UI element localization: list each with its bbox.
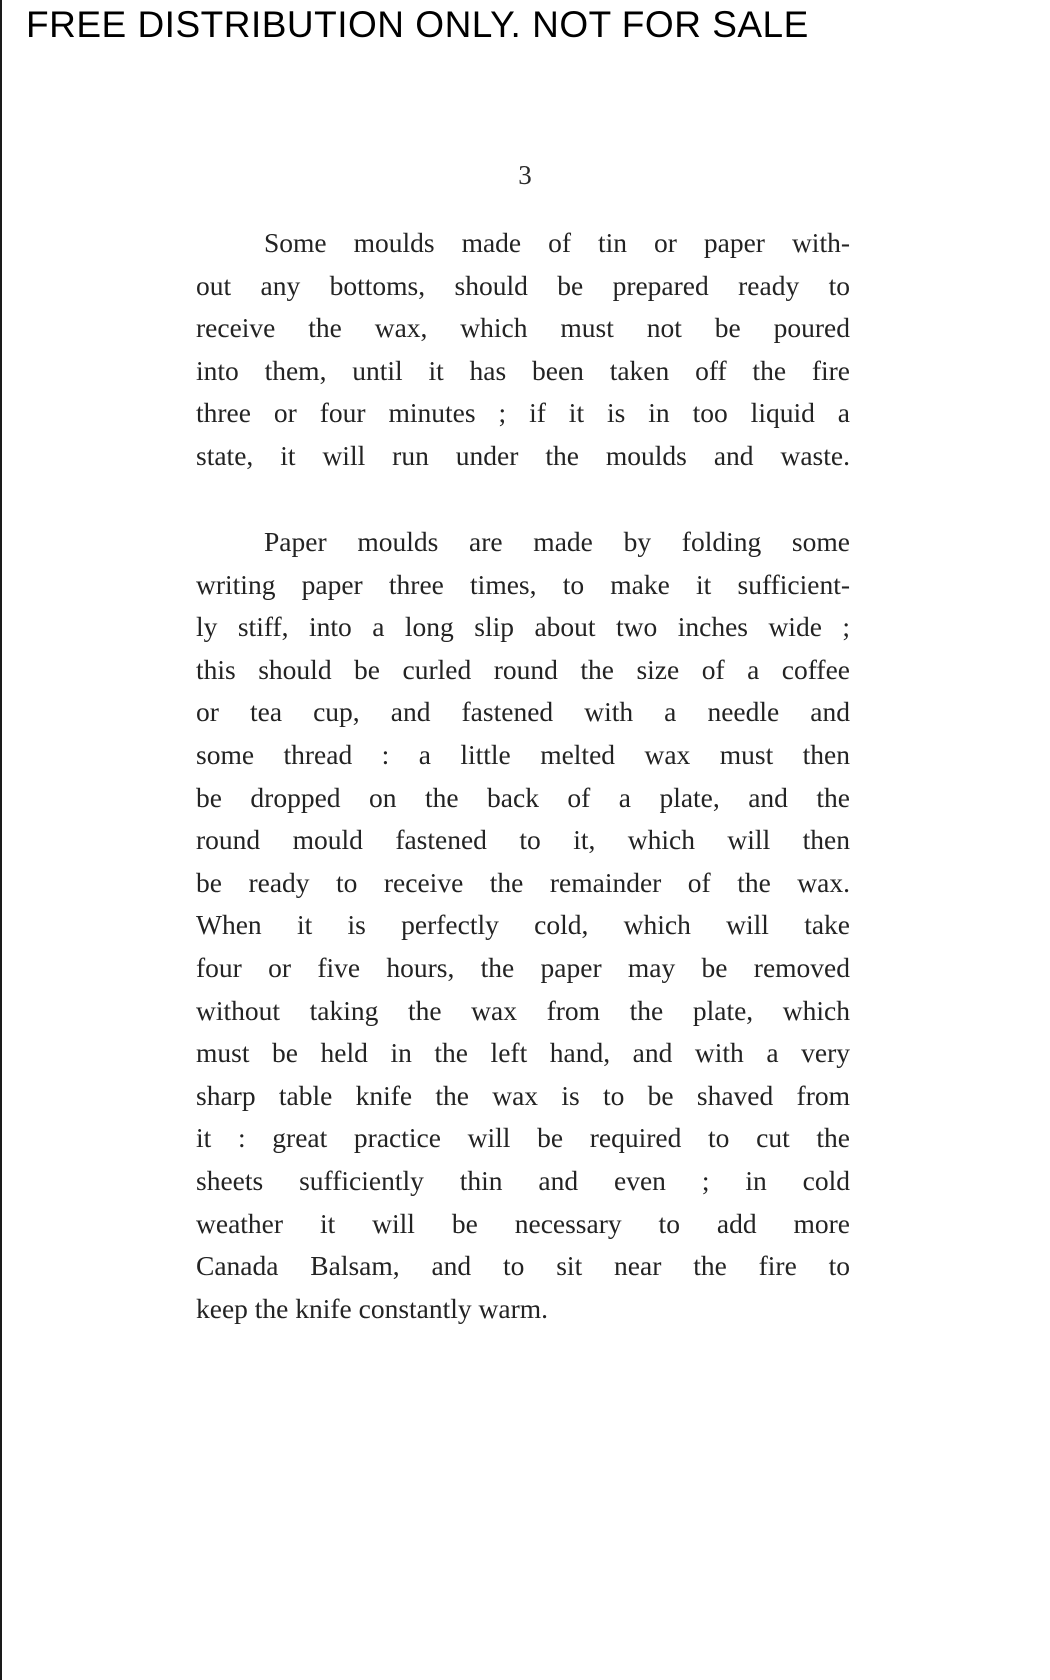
text-line: receive the wax, which must not be poured (196, 312, 850, 344)
text-line: state, it will run under the moulds and waste. (196, 439, 850, 471)
paragraph-1 (196, 222, 850, 478)
text-line: out any bottoms, should be prepared ready to (196, 269, 850, 301)
text-line: into them, until it has been taken off the fire (196, 354, 850, 386)
text-line: or tea cup, and fastened with a needle and (196, 696, 850, 728)
text-line: must be held in the left hand, and with a very (196, 1037, 850, 1069)
page-number: 3 (518, 160, 532, 190)
text-line: writing paper three times, to make it sufficient- (196, 568, 850, 600)
text-line: Some moulds made of tin or paper with- (264, 227, 850, 258)
text-line: sheets sufficiently thin and even ; in cold (196, 1164, 850, 1196)
text-line: it : great practice will be required to cut the (196, 1122, 850, 1154)
text-line: weather it will be necessary to add more (196, 1207, 850, 1239)
text-line: Paper moulds are made by folding some (264, 526, 850, 557)
page-edge-rule (0, 0, 2, 1680)
text-line: without taking the wax from the plate, which (196, 994, 850, 1026)
distribution-banner: FREE DISTRIBUTION ONLY. NOT FOR SALE (26, 4, 809, 45)
text-line: Canada Balsam, and to sit near the fire to (196, 1250, 850, 1282)
text-line: be dropped on the back of a plate, and the (196, 781, 850, 813)
text-line: four or five hours, the paper may be removed (196, 951, 850, 983)
text-line: some thread : a little melted wax must then (196, 738, 850, 770)
text-line: this should be curled round the size of a coffee (196, 653, 850, 685)
text-line: When it is perfectly cold, which will take (196, 909, 850, 941)
paragraph-2 (196, 521, 850, 1330)
text-line: keep the knife constantly warm. (196, 1292, 549, 1324)
text-line: round mould fastened to it, which will then (196, 824, 850, 856)
text-line: sharp table knife the wax is to be shaved from (196, 1079, 850, 1111)
text-line: ly stiff, into a long slip about two inches wide ; (196, 611, 850, 643)
text-line: three or four minutes ; if it is in too liquid a (196, 397, 850, 429)
text-line: be ready to receive the remainder of the wax. (196, 866, 850, 898)
